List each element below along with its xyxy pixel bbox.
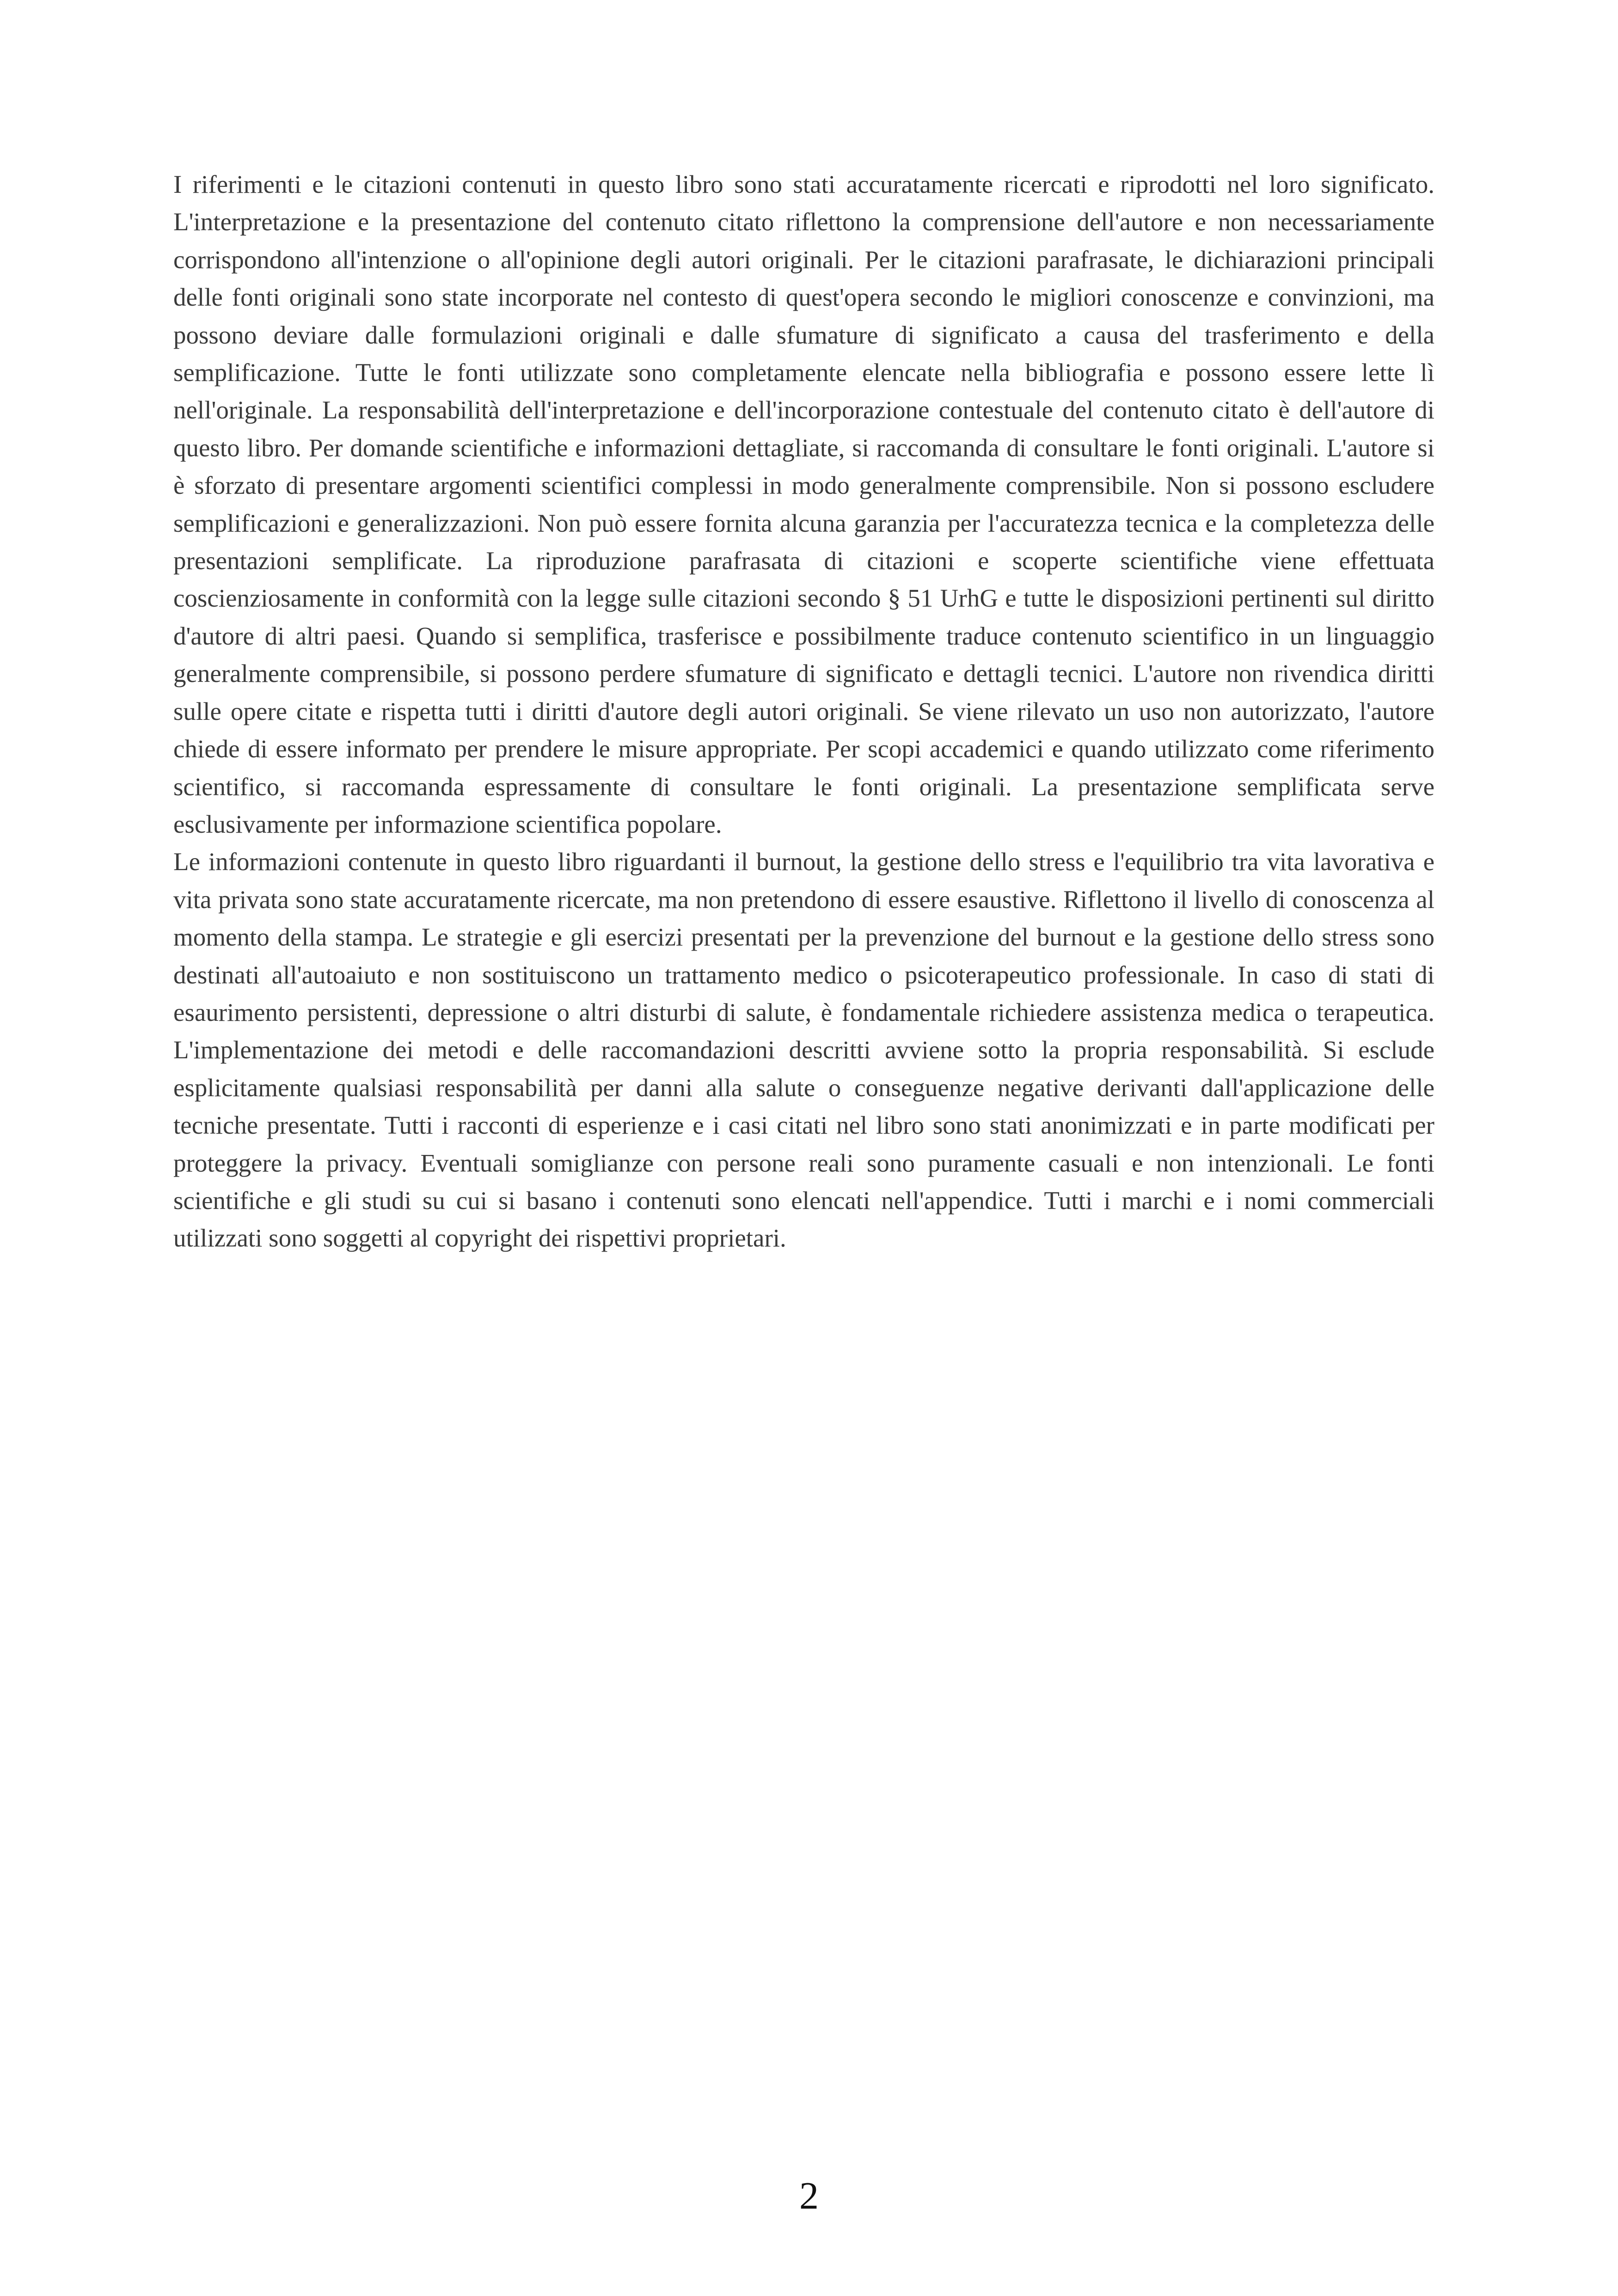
paragraph-citations-disclaimer: I riferimenti e le citazioni contenuti in questo libro sono stati accuratamente ricercati e riprodotti nel loro significato. L'interpretazione e la presentazione del contenuto citato riflettono la comprensione dell'autore e non necessariamente corrispondono all'intenzione o all'opinione degli autori originali. Per le citazioni parafrasate, le dichiarazioni principali delle fonti originali sono state incorporate nel contesto di quest'opera secondo le migliori conoscenze e convinzioni, ma possono deviare dalle formulazioni originali e dalle sfumature di significato a causa del trasferimento e della semplificazione. Tutte le fonti utilizzate sono completamente elencate nella bibliografia e possono essere lette lì nell'originale. La responsabilità dell'interpretazione e dell'incorporazione contestuale del contenuto citato è dell'autore di questo libro. Per domande scientifiche e informazioni dettagliate, si raccomanda di consultare le fonti originali. L'autore si è sforzato di presentare argomenti scientifici complessi in modo generalmente comprensibile. Non si possono escludere semplificazioni e generalizzazioni. Non può essere fornita alcuna garanzia per l'accuratezza tecnica e la completezza delle presentazioni semplificate. La riproduzione parafrasata di citazioni e scoperte scientifiche viene effettuata coscienziosamente in conformità con la legge sulle citazioni secondo § 51 UrhG e tutte le disposizioni pertinenti sul diritto d'autore di altri paesi. Quando si semplifica, trasferisce e possibilmente traduce contenuto scientifico in un linguaggio generalmente comprensibile, si possono perdere sfumature di significato e dettagli tecnici. L'autore non rivendica diritti sulle opere citate e rispetta tutti i diritti d'autore degli autori originali. Se viene rilevato un uso non autorizzato, l'autore chiede di essere informato per prendere le misure appropriate. Per scopi accademici e quando utilizzato come riferimento scientifico, si raccomanda espressamente di consultare le fonti originali. La presentazione semplificata serve esclusivamente per informazione scientifica popolare. xyxy=(173,170,1434,838)
disclaimer-text-block xyxy=(173,166,1434,1257)
page-number: 2 xyxy=(799,2174,819,2217)
paragraph-health-disclaimer: Le informazioni contenute in questo libro riguardanti il burnout, la gestione dello stress e l'equilibrio tra vita lavorativa e vita privata sono state accuratamente ricercate, ma non pretendono di essere esaustive. Riflettono il livello di conoscenza al momento della stampa. Le strategie e gli esercizi presentati per la prevenzione del burnout e la gestione dello stress sono destinati all'autoaiuto e non sostituiscono un trattamento medico o psicoterapeutico professionale. In caso di stati di esaurimento persistenti, depressione o altri disturbi di salute, è fondamentale richiedere assistenza medica o terapeutica. L'implementazione dei metodi e delle raccomandazioni descritti avviene sotto la propria responsabilità. Si esclude esplicitamente qualsiasi responsabilità per danni alla salute o conseguenze negative derivanti dall'applicazione delle tecniche presentate. Tutti i racconti di esperienze e i casi citati nel libro sono stati anonimizzati e in parte modificati per proteggere la privacy. Eventuali somiglianze con persone reali sono puramente casuali e non intenzionali. Le fonti scientifiche e gli studi su cui si basano i contenuti sono elencati nell'appendice. Tutti i marchi e i nomi commerciali utilizzati sono soggetti al copyright dei rispettivi proprietari. xyxy=(173,847,1434,1252)
